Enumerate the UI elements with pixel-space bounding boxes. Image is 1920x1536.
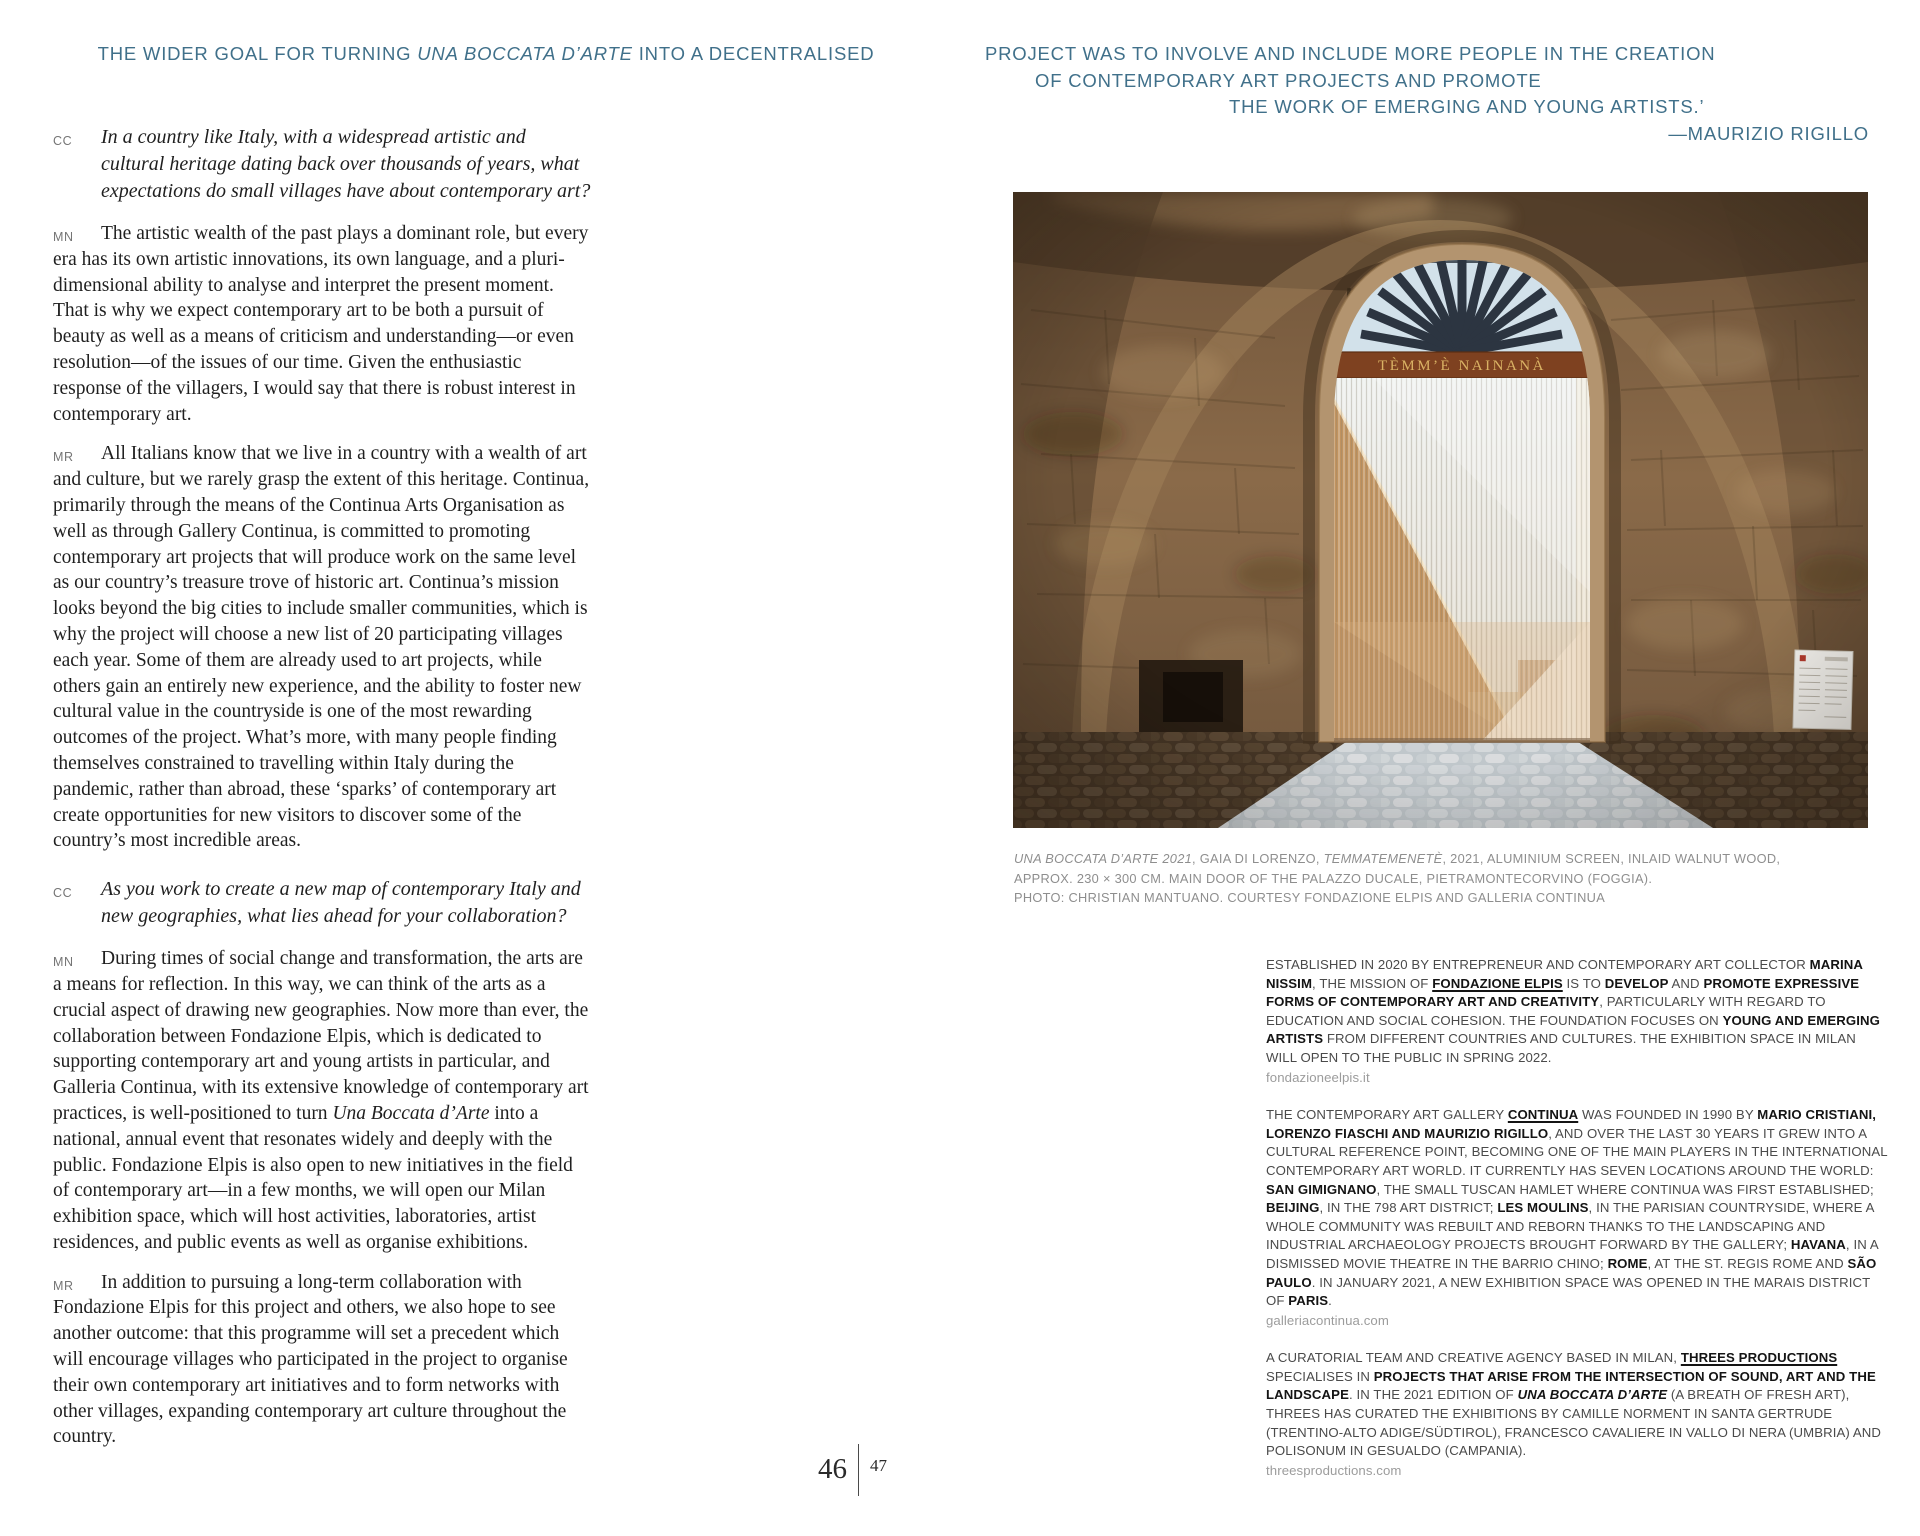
bio-text: THE CONTEMPORARY ART GALLERY CONTINUA WAS FOUNDED IN 1990 BY MARIO CRISTIANI, LORENZO FIASCHI AND MAURIZIO RIGILLO, AND OVER THE LAST 30 YEARS IT GREW INTO A CULTURAL REFERENCE POINT, BECOMING ONE OF THE MAIN PLAYERS IN THE INTERNATIONAL CONTEMPORARY ART WORLD. IT CURRENTLY HAS SEVEN LOCATIONS AROUND THE WORLD: SAN GIMIGNANO, THE SMALL TUSCAN HAMLET WHERE CONTINUA WAS FIRST ESTABLISHED; BEIJING, IN THE 798 ART DISTRICT; LES MOULINS, IN THE PARISIAN COUNTRYSIDE, WHERE A WHOLE COMMUNITY WAS REBUILT AND REBORN THANKS TO THE LANDSCAPING AND INDUSTRIAL ARCHAEOLOGY PROJECTS BROUGHT FORWARD BY THE GALLERY; HAVANA, IN A DISMISSED MOVIE THEATRE IN THE BARRIO CHINO; ROME, AT THE ST. REGIS ROME AND SÃO PAULO. IN JANUARY 2021, A NEW EXHIBITION SPACE WAS OPENED IN THE MARAIS DISTRICT OF PARIS. xyxy=(1266,1107,1888,1309)
bio-text: A CURATORIAL TEAM AND CREATIVE AGENCY BASED IN MILAN, THREES PRODUCTIONS SPECIALISES IN PROJECTS THAT ARISE FROM THE INTERSECTION OF SOUND, ART AND THE LANDSCAPE. IN THE 2021 EDITION OF UNA BOCCATA D’ARTE (A BREATH OF FRESH ART), THREES HAS CURATED THE EXHIBITIONS BY CAMILLE NORMENT IN SANTA GERTRUDE (TRENTINO-ALTO ADIGE/SÜDTIROL), FRANCESCO CAVALIERE IN VALLO DI NERA (UMBRIA) AND POLISONUM IN GESUALDO (CAMPANIA). xyxy=(1266,1350,1882,1459)
paragraph-text: As you work to create a new map of contemporary Italy and new geographies, what lies ahead for your collaboration? xyxy=(101,878,581,928)
pull-quote-left: THE WIDER GOAL FOR TURNING UNA BOCCATA D’ARTE INTO A DECENTRALISED xyxy=(97,43,875,64)
bio-url: galleriacontinua.com xyxy=(1266,1312,1389,1328)
page-number-right: 47 xyxy=(870,1456,887,1475)
page-number-left: 46 xyxy=(818,1453,847,1485)
bio-column xyxy=(1266,956,1890,1499)
paragraph-text: The artistic wealth of the past plays a dominant role, but every era has its own artistic innovations, its own language, and a pluri-dimensional ability to analyse and interpret the present moment. That is why we expect contemporary art to be both a pursuit of beauty as well as a means of criticism and understanding—or even resolution—of the issues of our time. Given the enthusiastic response of the villagers, I would say that there is robust interest in contemporary art. xyxy=(53,223,589,425)
interview-answer xyxy=(53,946,593,1256)
speaker-label: CC xyxy=(53,886,73,901)
paragraph-text: All Italians know that we live in a country with a wealth of art and culture, but we rarely grasp the extent of this heritage. Continua, primarily through the means of the Continua Arts Organisation as well as through Gallery Continua, is committed to promoting contemporary art projects that will produce work on the same level as our country’s treasure trove of historic art. Continua’s mission looks beyond the big cities to include smaller communities, which is why the project will choose a new list of 20 participating villages each year. Some of them are already used to art projects, while others gain an entirely new experience, and the ability to foster new cultural value in the countryside is one of the most rewarding outcomes of the project. What’s more, with many people finding themselves constrained to travelling within Italy during the pandemic, rather than abroad, these ‘sparks’ of contemporary art create opportunities for new visitors to discover some of the country’s most incredible areas. xyxy=(53,443,590,852)
interview-question xyxy=(53,124,593,205)
speaker-label: MR xyxy=(53,1278,74,1293)
interview-question xyxy=(53,876,593,930)
paragraph-text: During times of social change and transformation, the arts are a means for reflection. In this way, we can think of the arts as a crucial aspect of drawing new geographies. Now more than ever, the collaboration between Fondazione Elpis, which is dedicated to supporting contemporary art and young artists in particular, and Galleria Continua, with its extensive knowledge of contemporary art practices, is well-positioned to turn Una Boccata d’Arte into a national, annual event that resonates widely and deeply with the public. Fondazione Elpis is also open to new initiatives in the field of contemporary art—in a few months, we will open our Milan exhibition space, which will host activities, laboratories, artist residences, and public events as well as organise exhibitions. xyxy=(53,948,589,1253)
caption-line: UNA BOCCATA D’ARTE 2021, GAIA DI LORENZO, TEMMATEMENETÈ, 2021, ALUMINIUM SCREEN, INLAID WALNUT WOOD, xyxy=(1014,851,1781,866)
bio-url: threesproductions.com xyxy=(1266,1462,1402,1478)
speaker-label: MR xyxy=(53,450,74,465)
bio-fondazione-elpis xyxy=(1266,956,1890,1087)
paragraph-text: In addition to pursuing a long-term collaboration with Fondazione Elpis for this project and others, we also hope to see another outcome: that this programme will set a precedent which will encourage villages who participated in the project to organise their own contemporary art initiatives and to form networks with other villages, expanding contemporary art culture throughout the country. xyxy=(53,1271,568,1448)
quote-attribution: —MAURIZIO RIGILLO xyxy=(1668,122,1869,144)
bio-text: ESTABLISHED IN 2020 BY ENTREPRENEUR AND CONTEMPORARY ART COLLECTOR MARINA NISSIM, THE MISSION OF FONDAZIONE ELPIS IS TO DEVELOP AND PROMOTE EXPRESSIVE FORMS OF CONTEMPORARY ART AND CREATIVITY, PARTICULARLY WITH REGARD TO EDUCATION AND SOCIAL COHESION. THE FOUNDATION FOCUSES ON YOUNG AND EMERGING ARTISTS FROM DIFFERENT COUNTRIES AND CULTURES. THE EXHIBITION SPACE IN MILAN WILL OPEN TO THE PUBLIC IN SPRING 2022. xyxy=(1266,957,1880,1065)
photo-una-boccata xyxy=(1013,192,1868,828)
artwork-photo xyxy=(1013,192,1868,828)
bio-url: fondazioneelpis.it xyxy=(1266,1069,1370,1085)
speaker-label: MN xyxy=(53,955,74,970)
pull-quote-line: THE WORK OF EMERGING AND YOUNG ARTISTS.’ xyxy=(1229,96,1705,117)
page-numbers xyxy=(818,1444,887,1496)
caption-line: PHOTO: CHRISTIAN MANTUANO. COURTESY FONDAZIONE ELPIS AND GALLERIA CONTINUA xyxy=(1014,890,1606,905)
interview-answer xyxy=(53,441,593,854)
bio-galleria-continua xyxy=(1266,1106,1890,1330)
pull-quote-right xyxy=(985,41,1869,147)
caption-line: APPROX. 230 × 300 CM. MAIN DOOR OF THE PALAZZO DUCALE, PIETRAMONTECORVINO (FOGGIA). xyxy=(1014,870,1653,886)
interview-column xyxy=(53,124,593,1464)
interview-answer xyxy=(53,1270,593,1451)
paragraph-text: In a country like Italy, with a widespread artistic and cultural heritage dating back over thousands of years, what expectations do small villages have about contemporary art? xyxy=(101,126,591,202)
speaker-label: MN xyxy=(53,230,74,244)
pull-quote-line: PROJECT WAS TO INVOLVE AND INCLUDE MORE PEOPLE IN THE CREATION xyxy=(985,43,1716,64)
pull-quote-line: OF CONTEMPORARY ART PROJECTS AND PROMOTE xyxy=(1035,69,1542,91)
photo-caption xyxy=(1014,849,1894,908)
speaker-label: CC xyxy=(53,134,73,148)
interview-answer xyxy=(53,221,593,427)
page-divider xyxy=(858,1444,859,1496)
bio-threes-productions xyxy=(1266,1349,1890,1480)
